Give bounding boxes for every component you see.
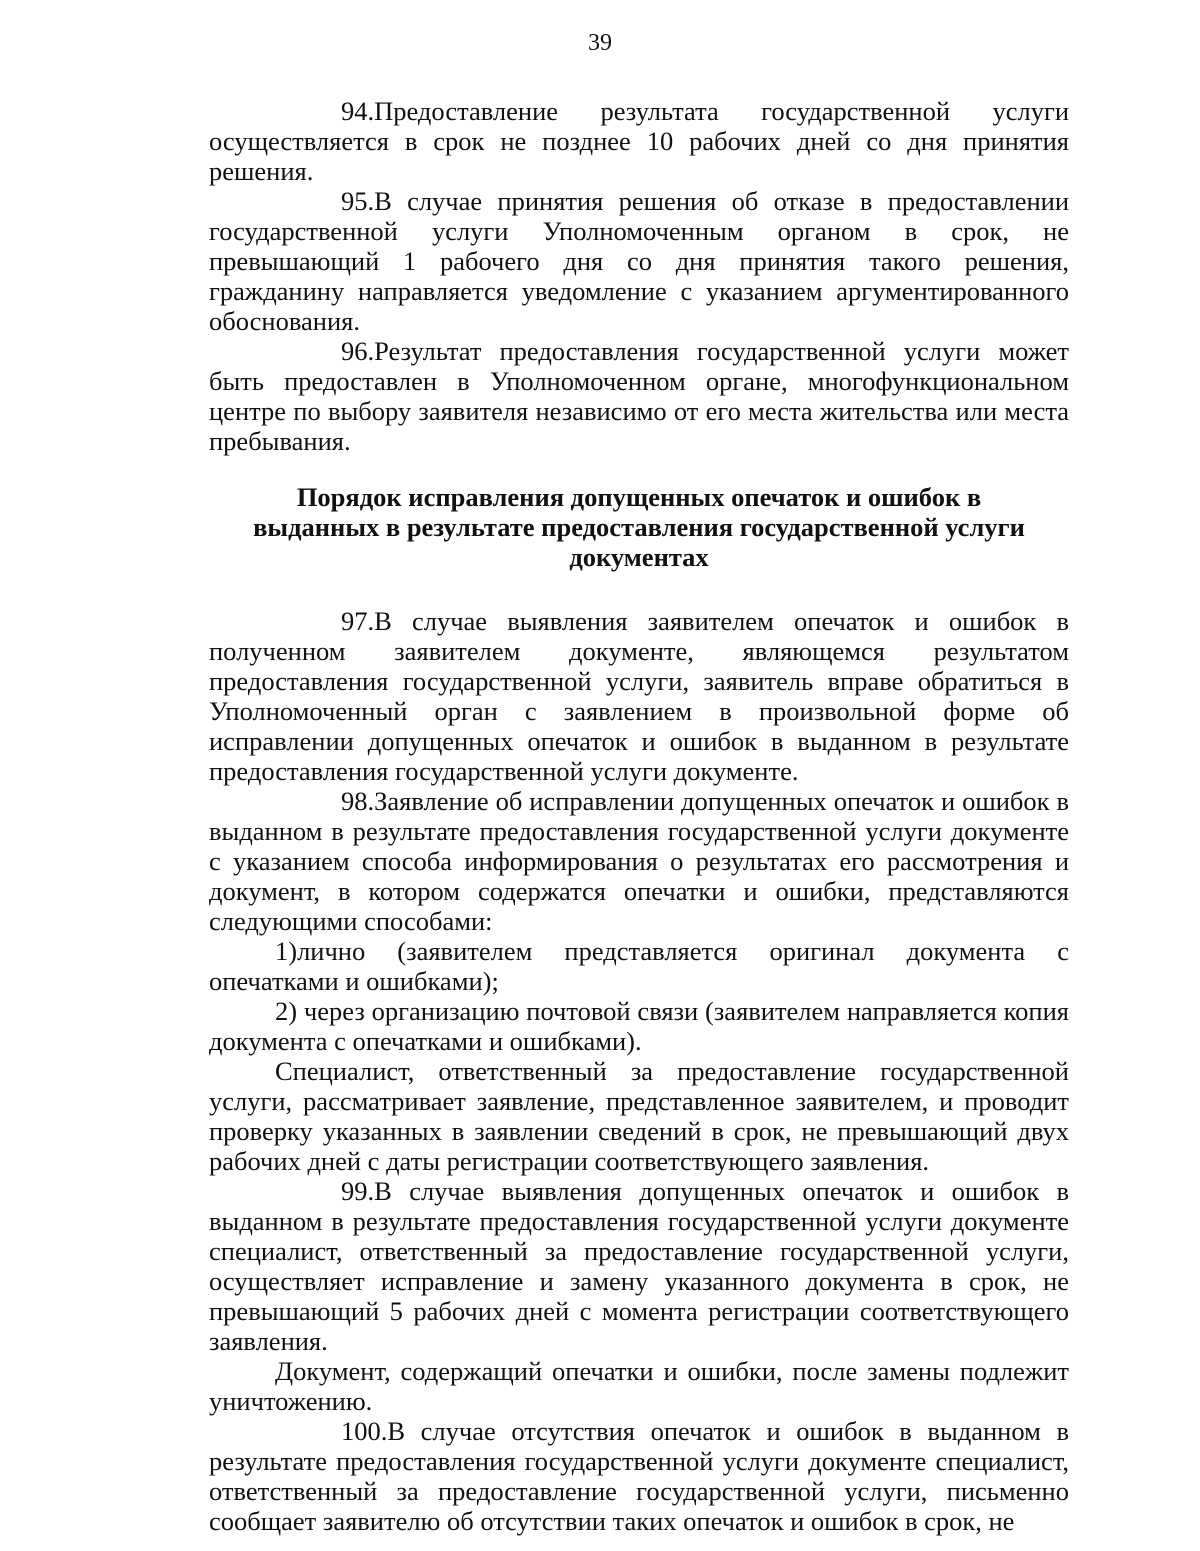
paragraph-number: 96. [341,336,375,366]
paragraph-text: Предоставление результата государственной услуги осуществляется в срок не позднее 10 рабочих дней со дня принятия решения. [209,96,1069,186]
list-item-in-person [209,936,1069,996]
paragraph-95 [209,186,1069,336]
paragraph-98 [209,786,1069,936]
paragraph-number: 100. [341,1416,388,1446]
paragraph-text: 2) через организацию почтовой связи (заявителем направляется копия документа с опечатками и ошибками). [209,996,1069,1056]
paragraph-99 [209,1176,1069,1356]
section-heading-line: выданных в результате предоставления государственной услуги [253,512,1025,542]
paragraph-text: В случае выявления допущенных опечаток и ошибок в выданном в результате предоставления государственной услуги документе специалист, ответственный за предоставление государственной услуги, осуществляет исправление и замену указанного документа в срок, не превышающий 5 рабочих дней с момента регистрации соответствующего заявления. [209,1176,1069,1356]
paragraph-specialist-review [209,1056,1069,1176]
list-item-by-mail [209,996,1069,1056]
paragraph-97 [209,606,1069,786]
paragraph-number: 94. [341,96,375,126]
document-body [209,96,1069,1536]
paragraph-text: Специалист, ответственный за предоставление государственной услуги, рассматривает заявление, представленное заявителем, и проводит проверку указанных в заявлении сведений в срок, не превышающий двух рабочих дней с даты регистрации соответствующего заявления. [209,1056,1069,1176]
paragraph-text: В случае выявления заявителем опечаток и ошибок в полученном заявителем документе, являющемся результатом предоставления государственной услуги, заявитель вправе обратиться в Уполномоченный орган с заявлением в произвольной форме об исправлении допущенных опечаток и ошибок в выданном в результате предоставления государственной услуги документе. [209,606,1069,786]
paragraph-94 [209,96,1069,186]
section-heading [209,482,1069,572]
paragraph-96 [209,336,1069,456]
paragraph-text: Заявление об исправлении допущенных опечаток и ошибок в выданном в результате предоставления государственной услуги документе с указанием способа информирования о результатах его рассмотрения и документ, в котором содержатся опечатки и ошибки, представляются следующими способами: [209,786,1069,936]
paragraph-number: 97. [341,606,375,636]
paragraph-number: 98. [341,786,375,816]
paragraph-100 [209,1416,1069,1536]
paragraph-number: 95. [341,186,375,216]
section-heading-line: документах [569,542,709,572]
paragraph-document-destruction [209,1356,1069,1416]
paragraph-text: Результат предоставления государственной услуги может быть предоставлен в Уполномоченном органе, многофункциональном центре по выбору заявителя независимо от его места жительства или места пребывания. [209,336,1069,456]
paragraph-text: В случае принятия решения об отказе в предоставлении государственной услуги Уполномоченным органом в срок, не превышающий 1 рабочего дня со дня принятия такого решения, гражданину направляется уведомление с указанием аргументированного обоснования. [209,186,1069,336]
page-number: 39 [588,30,612,56]
paragraph-number: 99. [341,1176,375,1206]
paragraph-text: 1)лично (заявителем представляется оригинал документа с опечатками и ошибками); [209,936,1069,996]
section-heading-line: Порядок исправления допущенных опечаток и ошибок в [296,482,982,512]
paragraph-text: Документ, содержащий опечатки и ошибки, после замены подлежит уничтожению. [209,1356,1069,1416]
paragraph-text: В случае отсутствия опечаток и ошибок в выданном в результате предоставления государственной услуги документе специалист, ответственный за предоставление государственной услуги, письменно сообщает заявителю об отсутствии таких опечаток и ошибок в срок, не [209,1416,1069,1536]
